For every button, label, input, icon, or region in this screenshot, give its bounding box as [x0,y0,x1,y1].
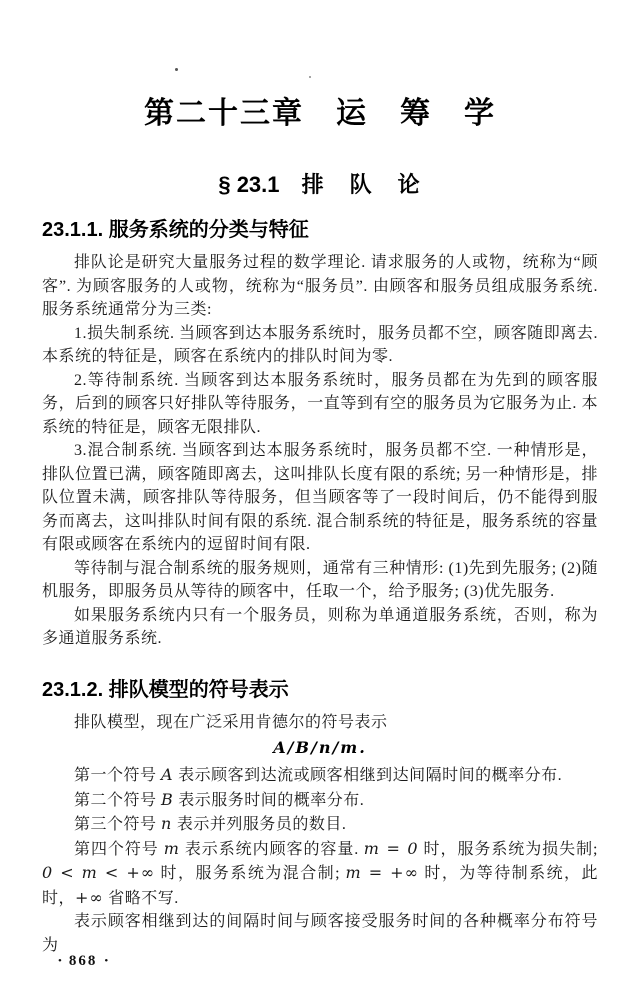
text-run: 时，为等待制系统，此时， [42,865,598,907]
scan-speck [309,76,311,78]
paragraph-kendall-intro: 排队模型，现在广泛采用肯德尔的符号表示 [74,713,388,731]
footer-left-bullet: • [58,955,62,967]
math-expression: m = +∞ [345,863,419,882]
paragraph-loss-system: 1.损失制系统. 当顾客到达本服务系统时，服务员都不空，顾客随即离去. 本系统的特征是，顾客在系统内的排队时间为零. [42,324,598,365]
paragraph-symbol-n [42,812,598,837]
subsection-heading-23-1-2: 23.1.2. 排队模型的符号表示 [42,678,289,701]
subsection-heading-23-1-1: 23.1.1. 服务系统的分类与特征 [42,219,309,241]
section-name: 排 队 论 [301,172,422,197]
paragraph-symbol-a [42,763,598,788]
text-run: 时，服务系统为损失制; [418,840,598,858]
kendall-notation-formula: A/B/n/m. [273,738,367,757]
paragraph-symbol-m [42,837,598,911]
math-expression: +∞ [75,887,104,907]
paragraph-symbol-b [42,788,598,813]
page-number: 868 [68,953,98,969]
math-expression: B [161,789,174,809]
footer-right-bullet: • [104,955,109,967]
paragraph-distribution-closing: 表示顾客相继到达的间隔时间与顾客接受服务时间的各种概率分布符号为 [42,913,598,954]
math-expression: m = 0 [363,838,419,858]
paragraph-channel-types: 如果服务系统内只有一个服务员，则称为单通道服务系统，否则，称为多通道服务系统. [42,606,598,647]
math-expression: m [163,838,180,858]
paragraph-service-rules: 等待制与混合制系统的服务规则，通常有三种情形: (1)先到先服务; (2)随机服务，即服务员从等待的顾客中，任取一个，给予服务; (3)优先服务. [42,559,598,600]
text-run: 第四个符号 [74,840,164,858]
math-expression: n [161,814,173,833]
text-run: 表示系统内顾客的容量. [179,840,364,858]
text-run: 第一个符号 [74,767,162,784]
paragraph-queueing-definition: 排队论是研究大量服务过程的数学理论. 请求服务的人或物，统称为“顾客”. 为顾客服务的人或物，统称为“服务员”. 由顾客和服务员组成服务系统. 服务系统通常分为三类: [42,254,598,318]
text-run: 表示并列服务员的数目. [172,816,347,833]
text-run: 时，服务系统为混合制; [155,865,346,882]
chapter-title: 第二十三章 运 筹 学 [144,97,496,130]
section-title [42,171,598,199]
text-run: 第三个符号 [74,816,162,833]
paragraph-waiting-system: 2.等待制系统. 当顾客到达本服务系统时，服务员都在为先到的顾客服务，后到的顾客只好排队等待服务，一直等到有空的服务员为它服务为止. 本系统的特征是，顾客无限排队. [42,371,598,436]
text-run: 省略不写. [103,889,179,907]
math-expression: A [161,765,174,784]
scan-speck [175,68,178,71]
math-expression: 0 < m < +∞ [42,863,156,882]
text-run: 表示服务时间的概率分布. [173,791,365,809]
text-run: 第二个符号 [74,791,162,809]
paragraph-mixed-system: 3.混合制系统. 当顾客到达本服务系统时，服务员都不空. 一种情形是，排队位置已满，顾客随即离去，这叫排队长度有限的系统; 另一种情形是，排队位置未满，顾客排队等待服务，但当顾客等了一段时间后，仍不能得到服务而离去，这叫排队时间有限的系统. 混合制系统的特征是，服务系统的容量有限或顾客在系统内的逗留时间有限. [42,442,598,553]
text-run: 表示顾客到达流或顾客相继到达间隔时间的概率分布. [173,767,563,784]
page-footer [58,952,108,970]
section-number: § 23.1 [218,172,280,197]
